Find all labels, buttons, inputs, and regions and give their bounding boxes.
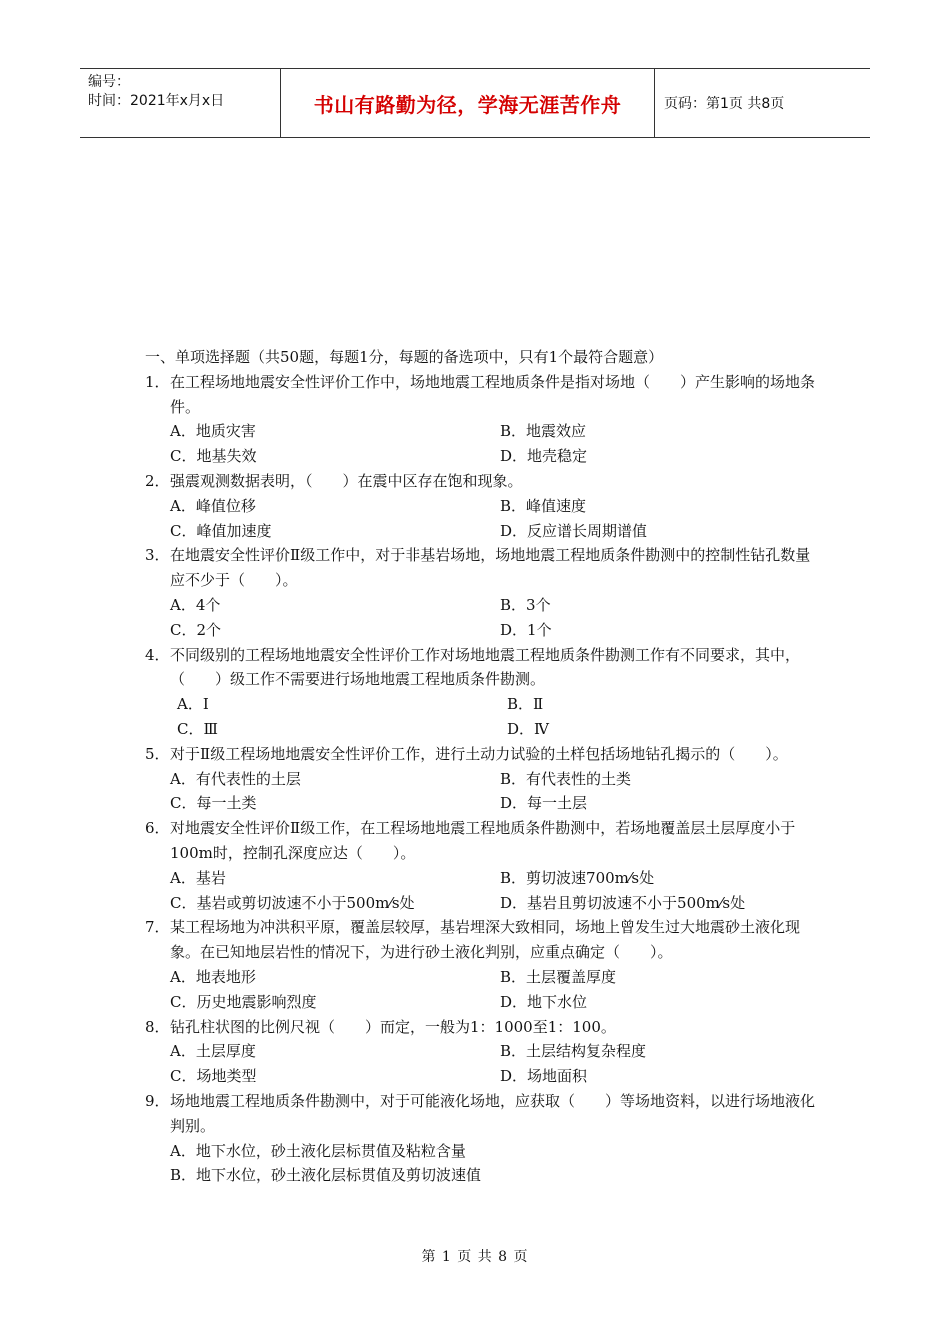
question-number: 2． [145, 471, 170, 490]
option: D．每一土层 [500, 794, 588, 813]
question-number: 7． [145, 918, 170, 937]
option: C．Ⅲ [177, 719, 218, 738]
options [145, 866, 825, 916]
options [145, 1139, 825, 1189]
question-number: 8． [145, 1017, 170, 1036]
question [145, 469, 825, 494]
option: A．地表地形 [170, 967, 256, 986]
option: A．有代表性的土层 [170, 769, 301, 788]
option: C．历史地震影响烈度 [170, 992, 317, 1011]
question [145, 1015, 825, 1040]
section-title: 一、单项选择题（共50题，每题1分，每题的备选项中，只有1个最符合题意） [145, 348, 664, 366]
option: C．场地类型 [170, 1067, 257, 1086]
question-number: 9． [145, 1091, 170, 1110]
header-meta [80, 69, 281, 137]
options [145, 593, 825, 643]
question-text: 对于Ⅱ级工程场地地震安全性评价工作，进行土动力试验的土样包括场地钻孔揭示的（ ）。 [170, 744, 788, 763]
option: C．地基失效 [170, 447, 257, 466]
option: C．2个 [170, 620, 222, 639]
option: A．地下水位，砂土液化层标贯值及粘粒含量 [170, 1141, 466, 1160]
option: B．峰值速度 [500, 496, 587, 515]
question-text: 在地震安全性评价Ⅱ级工作中，对于非基岩场地，场地地震工程地质条件勘测中的控制性钻孔数量应不少于（ ）。 [170, 546, 811, 590]
question [145, 816, 825, 866]
option: D．地下水位 [500, 992, 588, 1011]
question-number: 5． [145, 744, 170, 763]
question [145, 543, 825, 593]
option: D．地壳稳定 [500, 447, 588, 466]
question-number: 4． [145, 645, 170, 664]
question-number: 1． [145, 372, 170, 391]
option: D．反应谱长周期谱值 [500, 521, 648, 540]
page-header [80, 68, 870, 138]
options [145, 692, 825, 742]
question-list [145, 345, 825, 1188]
option: A．峰值位移 [170, 496, 256, 515]
question-number: 6． [145, 819, 170, 838]
header-motto: 书山有路勤为径，学海无涯苦作舟 [281, 69, 655, 137]
option: A．基岩 [170, 868, 226, 887]
option: B．土层覆盖厚度 [500, 967, 617, 986]
time-label: 时间：2021年x月x日 [88, 93, 225, 109]
option: D．Ⅳ [507, 719, 550, 738]
option: B．地震效应 [500, 422, 587, 441]
option: C．基岩或剪切波速不小于500m⁄s处 [170, 893, 415, 912]
question-text: 在工程场地地震安全性评价工作中，场地地震工程地质条件是指对场地（ ）产生影响的场地条件。 [170, 372, 816, 416]
option: B．土层结构复杂程度 [500, 1042, 647, 1061]
options [145, 1039, 825, 1089]
option: A．地质灾害 [170, 422, 256, 441]
option: B．3个 [500, 595, 551, 614]
option: A．土层厚度 [170, 1042, 256, 1061]
option: B．有代表性的土类 [500, 769, 632, 788]
question [145, 370, 825, 420]
options [145, 767, 825, 817]
question [145, 915, 825, 965]
option: A．Ⅰ [177, 695, 209, 714]
question [145, 1089, 825, 1139]
header-page-label: 页码：第1页 共8页 [664, 96, 785, 112]
question-text: 场地地震工程地质条件勘测中，对于可能液化场地，应获取（ ）等场地资料，以进行场地液化判别。 [170, 1091, 816, 1135]
option: B．剪切波速700m⁄s处 [500, 868, 655, 887]
question [145, 742, 825, 767]
question-text: 不同级别的工程场地地震安全性评价工作对场地地震工程地质条件勘测工作有不同要求，其中，（ ）级工作不需要进行场地地震工程地质条件勘测。 [170, 645, 801, 689]
option: A．4个 [170, 595, 221, 614]
option: D．基岩且剪切波速不小于500m⁄s处 [500, 893, 746, 912]
option: D．1个 [500, 620, 552, 639]
code-label: 编号： [88, 74, 130, 90]
options [145, 965, 825, 1015]
option: C．每一土类 [170, 794, 257, 813]
options [145, 494, 825, 544]
question-text: 对地震安全性评价Ⅱ级工作，在工程场地地震工程地质条件勘测中，若场地覆盖层土层厚度小于100m时，控制孔深度应达（ ）。 [170, 819, 796, 862]
option: B．Ⅱ [507, 695, 544, 714]
question-number: 3． [145, 546, 170, 565]
question [145, 643, 825, 693]
question-text: 钻孔柱状图的比例尺视（ ）而定，一般为1：1000至1：100。 [170, 1017, 616, 1036]
option: C．峰值加速度 [170, 521, 272, 540]
options [145, 419, 825, 469]
question-text: 某工程场地为冲洪积平原，覆盖层较厚，基岩埋深大致相同，场地上曾发生过大地震砂土液化现象。在已知地层岩性的情况下，为进行砂土液化判别，应重点确定（ ）。 [170, 918, 801, 962]
option: B．地下水位，砂土液化层标贯值及剪切波速值 [170, 1166, 482, 1185]
question-text: 强震观测数据表明，（ ）在震中区存在饱和现象。 [170, 471, 523, 490]
page-footer: 第 1 页 共 8 页 [421, 1249, 529, 1265]
option: D．场地面积 [500, 1067, 588, 1086]
